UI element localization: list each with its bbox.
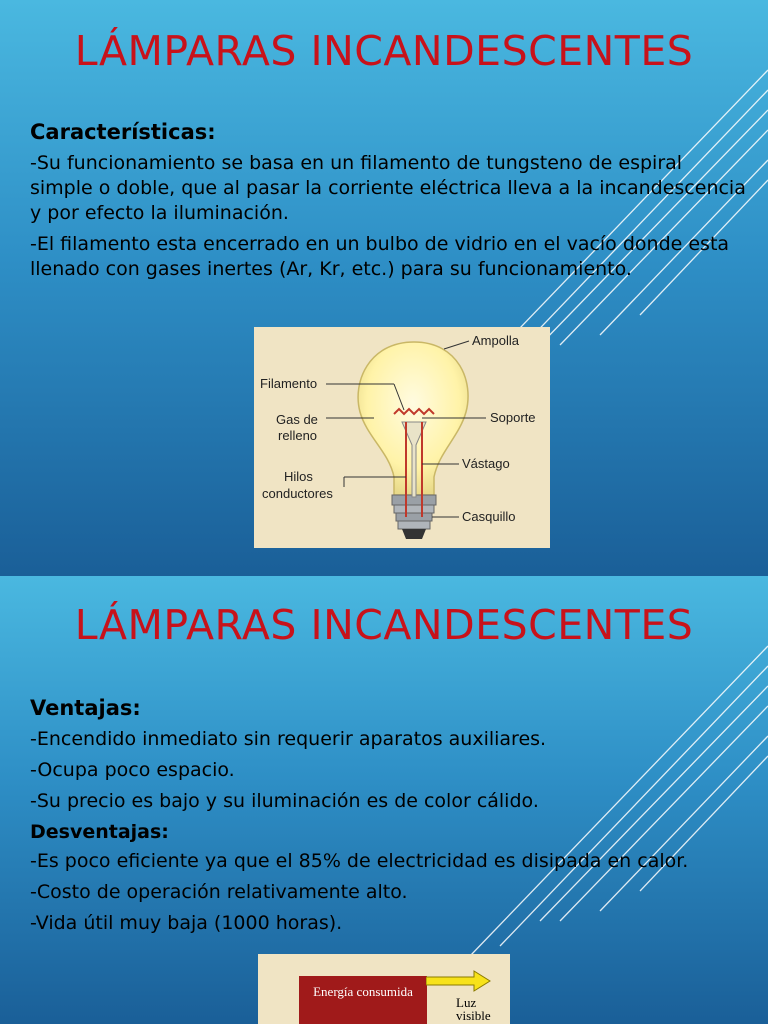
luz-visible-label [456, 996, 491, 1022]
desventajas-heading: Desventajas: [30, 821, 169, 843]
label-gas-1: Gas de [276, 412, 318, 427]
paragraph-2: -El filamento esta encerrado en un bulbo de vidrio en el vacío donde esta llenado con gases inertes (Ar, Kr, etc.) para su funcionamiento. [30, 233, 730, 280]
ventaja-item: -Ocupa poco espacio. [30, 759, 235, 781]
slide-2 [0, 576, 768, 1024]
label-soporte: Soporte [490, 410, 536, 425]
label-vastago: Vástago [462, 456, 510, 471]
caracteristicas-heading: Características: [30, 120, 216, 144]
label-gas-2: relleno [278, 428, 318, 443]
slide-title: LÁMPARAS INCANDESCENTES [74, 601, 694, 649]
luz-line-1: Luz [456, 995, 477, 1010]
ventaja-item: -Su precio es bajo y su iluminación es de color cálido. [30, 790, 539, 812]
desventaja-item: -Es poco eficiente ya que el 85% de electricidad es disipada en calor. [30, 850, 689, 872]
slide-title: LÁMPARAS INCANDESCENTES [74, 27, 694, 75]
slide-body [30, 696, 750, 942]
energy-diagram [258, 954, 510, 1024]
desventaja-item: -Vida útil muy baja (1000 horas). [30, 912, 343, 934]
ventajas-heading: Ventajas: [30, 696, 141, 720]
bulb-diagram [254, 327, 550, 548]
paragraph-1: -Su funcionamiento se basa en un filamento de tungsteno de espiral simple o doble, que al pasar la corriente eléctrica lleva a la incandescencia y por efecto la iluminación. [30, 152, 746, 224]
label-hilos-2: conductores [262, 486, 333, 501]
bulb-illustration [254, 327, 550, 548]
label-filamento: Filamento [260, 376, 318, 391]
luz-line-2: visible [456, 1008, 491, 1023]
label-casquillo: Casquillo [462, 509, 516, 524]
label-hilos-1: Hilos [284, 469, 313, 484]
slide-body [30, 120, 750, 288]
desventaja-item: -Costo de operación relativamente alto. [30, 881, 408, 903]
arrow-right-icon [426, 970, 496, 992]
label-ampolla: Ampolla [472, 333, 519, 348]
energy-consumed-box: Energía consumida [299, 976, 427, 1024]
ventaja-item: -Encendido inmediato sin requerir aparatos auxiliares. [30, 728, 547, 750]
